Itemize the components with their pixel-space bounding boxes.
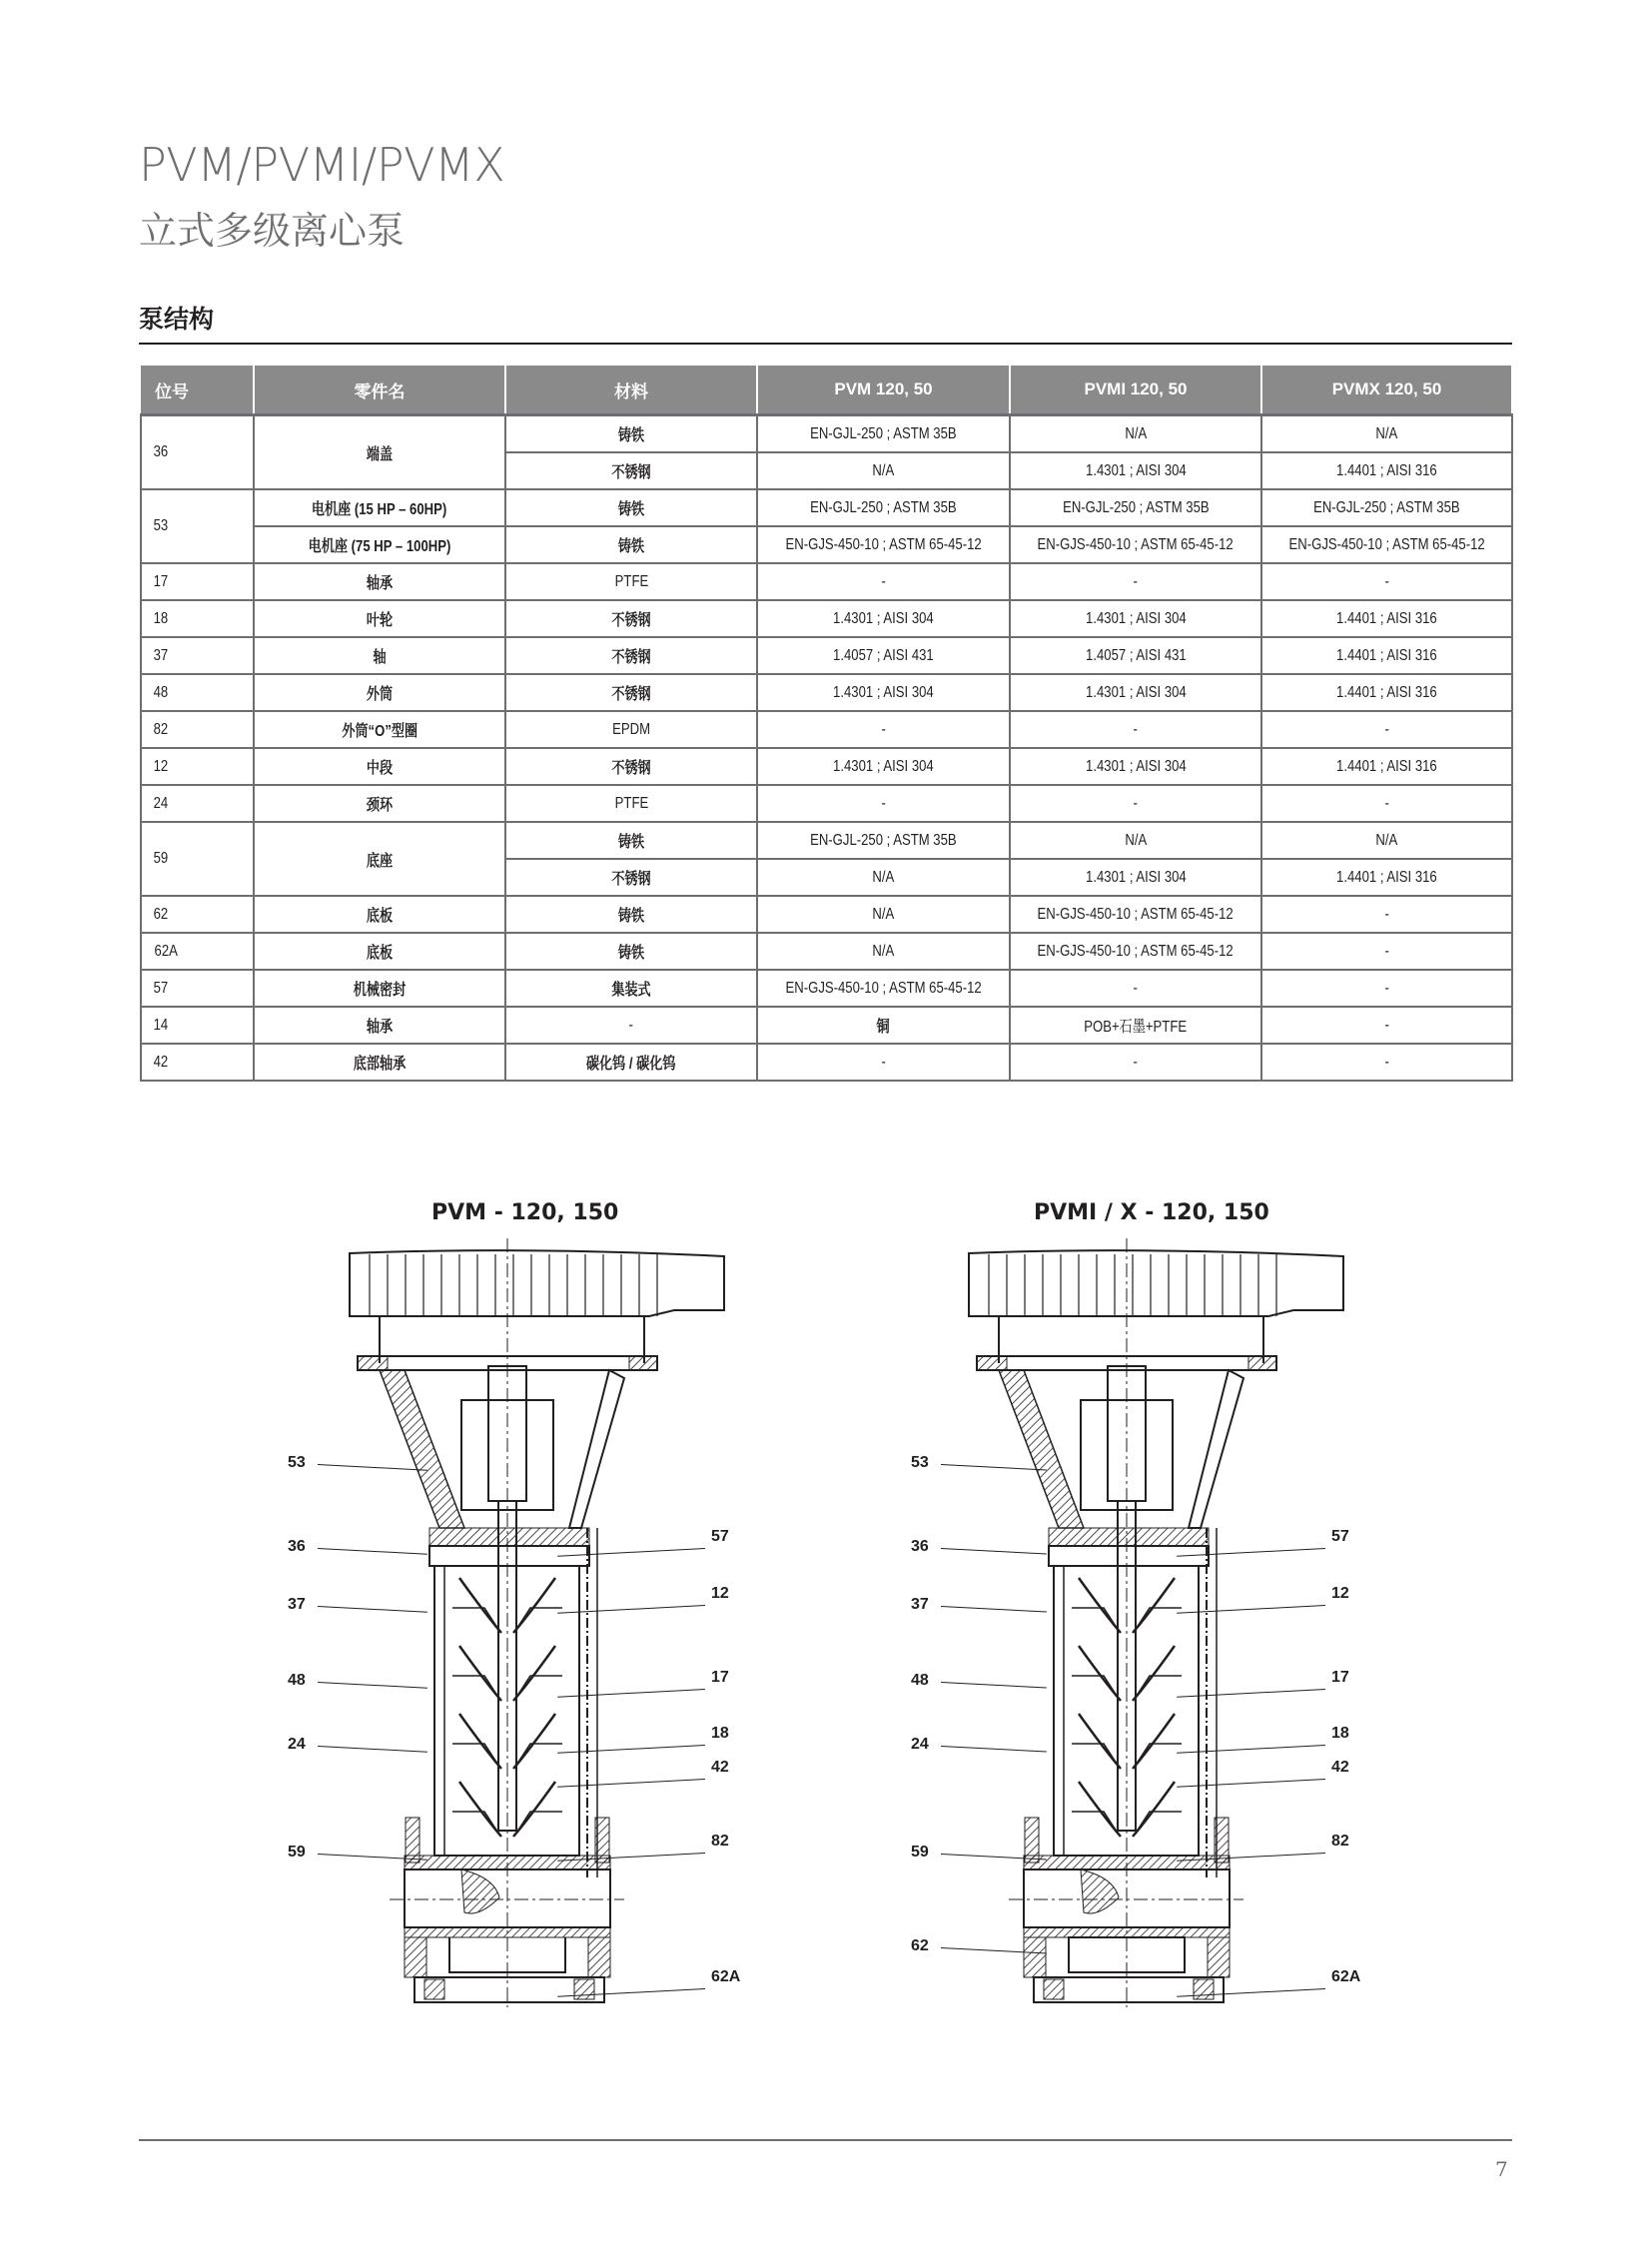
table-row: [141, 415, 1512, 453]
cell-material: [505, 489, 757, 526]
cell-pvmx: [1261, 859, 1512, 896]
cell-pvmi-text: EN-GJS-450-10 ; ASTM 65-45-12: [1037, 942, 1235, 960]
cell-material: [505, 674, 757, 711]
column-header-part-name: 零件名: [254, 366, 505, 415]
cell-pvmx-text: -: [1384, 720, 1389, 738]
cell-pvmi: [1010, 748, 1261, 785]
callout-label-57: 57: [711, 1528, 729, 1545]
cell-part-name: [254, 489, 505, 526]
cell-pvm: [757, 896, 1010, 933]
motor-stool-wall-left: [999, 1370, 1084, 1528]
cell-pvm: [757, 415, 1010, 453]
cell-position: [141, 563, 254, 600]
table-row: [141, 933, 1512, 970]
cell-material: [505, 1044, 757, 1081]
callout-label-53: 53: [911, 1454, 929, 1471]
table-row: [141, 711, 1512, 748]
cell-pvmi: [1010, 563, 1261, 600]
cell-position: [141, 637, 254, 674]
column-header-pvmx: PVMX 120, 50: [1261, 366, 1512, 415]
flange-hatch-right: [629, 1356, 657, 1370]
cell-pvmi: [1010, 1007, 1261, 1044]
callout-label-82: 82: [1331, 1833, 1349, 1850]
section-title: 泵结构: [139, 305, 215, 334]
cell-pvmx: [1261, 970, 1512, 1007]
cell-part-name: [254, 785, 505, 822]
cell-pvmx: [1261, 563, 1512, 600]
cell-material: [505, 563, 757, 600]
foot-left: [1024, 1937, 1046, 1977]
cell-pvmx: [1261, 526, 1512, 563]
cell-pvmi: [1010, 933, 1261, 970]
cell-position-text: 14: [153, 1016, 169, 1034]
cell-pvmi: [1010, 415, 1261, 453]
table-body: [141, 415, 1512, 1082]
cell-part-name: [254, 822, 505, 896]
cell-material-text: 铸铁: [617, 908, 645, 925]
foot-right: [588, 1937, 610, 1977]
cell-pvm-text: EN-GJL-250 ; ASTM 35B: [810, 831, 957, 849]
cell-position: [141, 748, 254, 785]
cell-part-name-text: 颈环: [366, 797, 394, 814]
table-row: [141, 563, 1512, 600]
cell-part-name-text: 底座: [366, 852, 394, 870]
cell-pvm-text: 1.4057 ; AISI 431: [833, 646, 934, 664]
cell-position: [141, 970, 254, 1007]
cell-position-text: 18: [153, 609, 169, 627]
cell-pvmi-text: -: [1133, 572, 1139, 590]
cell-pvm: [757, 785, 1010, 822]
cell-pvmx-text: EN-GJS-450-10 ; ASTM 65-45-12: [1288, 535, 1485, 553]
cell-part-name: [254, 526, 505, 563]
cell-pvmx-text: N/A: [1375, 831, 1398, 849]
cell-pvmx: [1261, 748, 1512, 785]
table-row: [141, 600, 1512, 637]
cell-pvm-text: N/A: [872, 868, 895, 886]
table-row: [141, 1044, 1512, 1081]
cell-part-name: [254, 711, 505, 748]
cell-pvmi: [1010, 526, 1261, 563]
cell-material-text: 铸铁: [617, 538, 645, 555]
callout-label-62: 62: [911, 1937, 929, 1954]
cell-pvmi-text: 1.4301 ; AISI 304: [1085, 461, 1187, 479]
cell-part-name-text: 端盖: [366, 445, 394, 463]
cell-pvm-text: -: [881, 572, 886, 590]
cell-pvmi-text: -: [1133, 1053, 1139, 1071]
base-top: [1024, 1856, 1230, 1869]
cell-pvmi: [1010, 674, 1261, 711]
cell-pvmi-text: 1.4057 ; AISI 431: [1085, 646, 1187, 664]
inlet-flange: [1025, 1818, 1039, 1863]
callout-label-59: 59: [911, 1844, 929, 1861]
cell-part-name: [254, 600, 505, 637]
cell-material: [505, 970, 757, 1007]
cell-pvmx: [1261, 637, 1512, 674]
cell-part-name-text: 底板: [366, 945, 394, 962]
inlet-flange: [406, 1818, 419, 1863]
base-inner-hatch: [1081, 1869, 1119, 1913]
cell-material-text: 不锈钢: [611, 612, 651, 629]
cell-part-name-text: 叶轮: [366, 612, 394, 629]
column-header-pvmi: PVMI 120, 50: [1010, 366, 1261, 415]
cell-position: [141, 415, 254, 490]
cell-pvmx-text: N/A: [1375, 424, 1398, 442]
cell-pvmi-text: N/A: [1125, 424, 1147, 442]
table-row: [141, 748, 1512, 785]
cell-pvmi-text: 1.4301 ; AISI 304: [1085, 757, 1187, 775]
cell-part-name: [254, 933, 505, 970]
cell-material-text: -: [628, 1016, 634, 1034]
cell-pvmi-text: 1.4301 ; AISI 304: [1085, 683, 1187, 701]
seal-housing: [429, 1528, 589, 1546]
cell-pvm-text: EN-GJS-450-10 ; ASTM 65-45-12: [785, 535, 982, 553]
footer-divider: [139, 2139, 1512, 2141]
cell-part-name: [254, 563, 505, 600]
cell-pvmi: [1010, 452, 1261, 489]
cell-part-name-text: 外筒“O”型圈: [342, 723, 417, 740]
callout-label-59: 59: [288, 1844, 306, 1861]
cell-position: [141, 674, 254, 711]
cell-pvmi: [1010, 711, 1261, 748]
column-header-pvm: PVM 120, 50: [757, 366, 1010, 415]
cell-pvm: [757, 933, 1010, 970]
callout-label-18: 18: [1331, 1725, 1349, 1742]
base-inner-hatch: [461, 1869, 499, 1913]
cell-material: [505, 1007, 757, 1044]
cell-pvmi: [1010, 637, 1261, 674]
cell-part-name: [254, 1007, 505, 1044]
section-divider: [139, 343, 1512, 345]
cell-pvmi: [1010, 1044, 1261, 1081]
callout-label-18: 18: [711, 1725, 729, 1742]
cell-material: [505, 933, 757, 970]
callout-label-82: 82: [711, 1833, 729, 1850]
cell-pvmi: [1010, 859, 1261, 896]
cell-part-name: [254, 674, 505, 711]
foot-left: [405, 1937, 426, 1977]
cell-pvm: [757, 822, 1010, 859]
callout-label-37: 37: [288, 1596, 306, 1613]
cell-part-name: [254, 896, 505, 933]
cell-position-text: 48: [153, 683, 169, 701]
cell-position-text: 53: [153, 517, 169, 534]
cell-pvm-text: -: [881, 720, 886, 738]
cell-pvmx-text: 1.4401 ; AISI 316: [1336, 461, 1437, 479]
table-row: [141, 674, 1512, 711]
outlet-flange: [1215, 1818, 1229, 1863]
pvmi-x-cross-section-drawing: [889, 1238, 1388, 2017]
cell-material-text: PTFE: [614, 794, 648, 812]
cell-pvmx-text: -: [1384, 979, 1389, 997]
cell-pvmx: [1261, 711, 1512, 748]
cell-material: [505, 859, 757, 896]
cell-part-name: [254, 748, 505, 785]
cell-pvmi-text: 1.4301 ; AISI 304: [1085, 868, 1187, 886]
cell-material-text: 铸铁: [617, 427, 645, 444]
cell-position-text: 37: [153, 646, 169, 664]
cell-part-name-text: 底板: [366, 908, 394, 925]
page-number: 7: [1495, 2157, 1508, 2181]
cell-material-text: 铸铁: [617, 945, 645, 962]
cell-pvmi: [1010, 970, 1261, 1007]
cell-pvmx-text: 1.4401 ; AISI 316: [1336, 609, 1437, 627]
cell-pvmx-text: EN-GJL-250 ; ASTM 35B: [1313, 498, 1460, 516]
column-header-position: 位号: [141, 366, 254, 415]
cell-pvm: [757, 637, 1010, 674]
cell-material: [505, 711, 757, 748]
cell-pvm: [757, 711, 1010, 748]
table-row: [141, 526, 1512, 563]
callout-label-36: 36: [911, 1538, 929, 1555]
page-title-cn: 立式多级离心泵: [139, 209, 406, 253]
cell-position-text: 82: [153, 720, 169, 738]
cell-pvmi: [1010, 822, 1261, 859]
callout-label-62A: 62A: [1331, 1968, 1361, 1985]
cell-material: [505, 785, 757, 822]
table-row: [141, 785, 1512, 822]
cell-pvmx: [1261, 489, 1512, 526]
callout-label-53: 53: [288, 1454, 306, 1471]
flange-hatch-right: [1248, 1356, 1276, 1370]
cell-part-name: [254, 637, 505, 674]
cell-pvm-text: N/A: [872, 905, 895, 923]
drawing-title-pvmi-x: PVMI / X - 120, 150: [1034, 1200, 1269, 1225]
cell-part-name-text: 中段: [366, 760, 394, 777]
foot-right: [1208, 1937, 1230, 1977]
cell-material: [505, 896, 757, 933]
motor-stool-wall-right: [569, 1370, 624, 1528]
cell-pvmx: [1261, 415, 1512, 453]
callout-label-36: 36: [288, 1538, 306, 1555]
cell-pvmx: [1261, 933, 1512, 970]
cell-position: [141, 600, 254, 637]
flange-hatch-left: [977, 1356, 1007, 1370]
cell-pvm: [757, 489, 1010, 526]
callout-label-42: 42: [1331, 1759, 1349, 1776]
base-bottom: [1024, 1927, 1230, 1937]
table-row: [141, 1007, 1512, 1044]
cell-position: [141, 933, 254, 970]
cell-pvm: [757, 1007, 1010, 1044]
cell-pvm-text: EN-GJS-450-10 ; ASTM 65-45-12: [785, 979, 982, 997]
cell-pvm-text: -: [881, 1053, 886, 1071]
cell-pvm: [757, 526, 1010, 563]
callout-label-17: 17: [711, 1669, 729, 1686]
pvm-cross-section-drawing: [270, 1238, 769, 2017]
motor-stool-wall-right: [1189, 1370, 1243, 1528]
cell-material: [505, 748, 757, 785]
cell-part-name: [254, 970, 505, 1007]
cell-part-name-text: 底部轴承: [353, 1056, 407, 1073]
cell-pvmx-text: -: [1384, 942, 1389, 960]
cell-material-text: 不锈钢: [611, 686, 651, 703]
table-row: [141, 896, 1512, 933]
table-header-row: [141, 366, 1512, 415]
cell-pvmx: [1261, 674, 1512, 711]
base-top: [405, 1856, 610, 1869]
baseplate-bolt-left: [1044, 1979, 1064, 1999]
cell-pvmx: [1261, 600, 1512, 637]
cell-pvmi-text: -: [1133, 979, 1139, 997]
cell-pvmx: [1261, 822, 1512, 859]
baseplate-bolt-right: [1194, 1979, 1214, 1999]
cell-position-text: 42: [153, 1053, 169, 1071]
cell-pvmx-text: -: [1384, 572, 1389, 590]
cell-pvmx-text: 1.4401 ; AISI 316: [1336, 757, 1437, 775]
cell-pvmi-text: POB+石墨+PTFE: [1084, 1019, 1188, 1036]
cell-pvmi-text: EN-GJS-450-10 ; ASTM 65-45-12: [1037, 905, 1235, 923]
callout-label-24: 24: [288, 1736, 306, 1753]
baseplate-bolt-right: [574, 1979, 594, 1999]
cell-pvm-text: 1.4301 ; AISI 304: [833, 757, 934, 775]
cell-pvmx-text: -: [1384, 1016, 1389, 1034]
cell-pvmi-text: EN-GJL-250 ; ASTM 35B: [1062, 498, 1210, 516]
cell-position-text: 36: [153, 443, 169, 460]
cell-position: [141, 1044, 254, 1081]
outlet-flange: [595, 1818, 609, 1863]
cell-position-text: 62: [153, 905, 169, 923]
cell-pvm-text: EN-GJL-250 ; ASTM 35B: [810, 498, 957, 516]
cell-material-text: PTFE: [614, 572, 648, 590]
callout-label-37: 37: [911, 1596, 929, 1613]
drawing-title-pvm: PVM - 120, 150: [431, 1200, 619, 1225]
cell-pvm-text: EN-GJL-250 ; ASTM 35B: [810, 424, 957, 442]
cell-position-text: 62A: [154, 942, 178, 960]
cell-material-text: 不锈钢: [611, 871, 651, 888]
cell-pvm: [757, 970, 1010, 1007]
cell-pvmi: [1010, 489, 1261, 526]
cell-part-name-text: 电机座 (75 HP – 100HP): [308, 538, 451, 555]
table-row: [141, 489, 1512, 526]
cell-pvmx: [1261, 452, 1512, 489]
cell-pvmx-text: 1.4401 ; AISI 316: [1336, 683, 1437, 701]
cell-position: [141, 896, 254, 933]
callout-label-24: 24: [911, 1736, 929, 1753]
cell-pvmx-text: 1.4401 ; AISI 316: [1336, 868, 1437, 886]
cell-material-text: 铸铁: [617, 834, 645, 851]
cell-pvmi: [1010, 600, 1261, 637]
motor-stool-wall-left: [380, 1370, 464, 1528]
cell-pvm-text: N/A: [872, 942, 895, 960]
flange-hatch-left: [358, 1356, 388, 1370]
cell-pvmx: [1261, 1044, 1512, 1081]
cell-pvm-text: N/A: [872, 461, 895, 479]
cell-pvm: [757, 1044, 1010, 1081]
cell-pvm-text: -: [881, 794, 886, 812]
callout-label-48: 48: [288, 1672, 306, 1689]
table-row: [141, 970, 1512, 1007]
cell-position: [141, 711, 254, 748]
cell-position-text: 12: [153, 757, 169, 775]
cell-pvmx-text: -: [1384, 1053, 1389, 1071]
cell-pvmi-text: 1.4301 ; AISI 304: [1085, 609, 1187, 627]
callout-label-62A: 62A: [711, 1968, 741, 1985]
cell-material-text: EPDM: [612, 720, 650, 738]
cell-position-text: 24: [153, 794, 169, 812]
callout-label-12: 12: [711, 1585, 729, 1602]
callout-label-17: 17: [1331, 1669, 1349, 1686]
cell-pvm: [757, 748, 1010, 785]
cell-pvmx-text: -: [1384, 794, 1389, 812]
cell-part-name: [254, 415, 505, 490]
cell-pvmi-text: -: [1133, 794, 1139, 812]
cell-pvmx: [1261, 785, 1512, 822]
cell-material-text: 不锈钢: [611, 760, 651, 777]
cell-part-name-text: 电机座 (15 HP – 60HP): [312, 501, 447, 518]
cell-position-text: 59: [153, 850, 169, 867]
cell-pvmx: [1261, 1007, 1512, 1044]
cell-part-name-text: 机械密封: [353, 982, 407, 999]
cell-position-text: 57: [153, 979, 169, 997]
cell-pvm: [757, 674, 1010, 711]
cell-pvm: [757, 859, 1010, 896]
cell-part-name-text: 轴承: [366, 575, 394, 592]
cell-material: [505, 415, 757, 453]
cell-material: [505, 452, 757, 489]
cell-position-text: 17: [153, 572, 169, 590]
cell-pvmi-text: N/A: [1125, 831, 1147, 849]
seal-housing: [1049, 1528, 1209, 1546]
callout-label-42: 42: [711, 1759, 729, 1776]
cell-pvmx-text: 1.4401 ; AISI 316: [1336, 646, 1437, 664]
cell-material: [505, 600, 757, 637]
cell-material: [505, 822, 757, 859]
table-row: [141, 822, 1512, 859]
cell-position: [141, 1007, 254, 1044]
cell-material-text: 集装式: [611, 982, 651, 999]
cell-part-name-text: 轴: [373, 649, 387, 666]
parts-materials-table: [140, 366, 1513, 1082]
cell-part-name: [254, 1044, 505, 1081]
cell-material: [505, 526, 757, 563]
cell-material-text: 不锈钢: [611, 464, 651, 481]
cell-pvm: [757, 563, 1010, 600]
cell-pvmi: [1010, 785, 1261, 822]
cell-pvm: [757, 600, 1010, 637]
cell-material: [505, 637, 757, 674]
page-title-en: PVM/PVMI/PVMX: [139, 138, 505, 192]
callout-label-57: 57: [1331, 1528, 1349, 1545]
cell-pvm-text: 1.4301 ; AISI 304: [833, 683, 934, 701]
table-row: [141, 637, 1512, 674]
cell-pvmx-text: -: [1384, 905, 1389, 923]
cell-part-name-text: 外筒: [366, 686, 394, 703]
cell-position: [141, 785, 254, 822]
cell-pvm-text: 铜: [876, 1019, 891, 1036]
cell-pvm: [757, 452, 1010, 489]
baseplate-bolt-left: [424, 1979, 444, 1999]
callout-label-12: 12: [1331, 1585, 1349, 1602]
cell-pvmi-text: -: [1133, 720, 1139, 738]
cell-pvm-text: 1.4301 ; AISI 304: [833, 609, 934, 627]
cell-material-text: 碳化钨 / 碳化钨: [586, 1056, 676, 1073]
base-bottom: [405, 1927, 610, 1937]
callout-label-48: 48: [911, 1672, 929, 1689]
cell-material-text: 铸铁: [617, 501, 645, 518]
cell-position: [141, 489, 254, 563]
column-header-material: 材料: [505, 366, 757, 415]
cell-pvmi-text: EN-GJS-450-10 ; ASTM 65-45-12: [1037, 535, 1235, 553]
cell-part-name-text: 轴承: [366, 1019, 394, 1036]
cell-pvmi: [1010, 896, 1261, 933]
cell-pvmx: [1261, 896, 1512, 933]
cell-material-text: 不锈钢: [611, 649, 651, 666]
cell-position: [141, 822, 254, 896]
